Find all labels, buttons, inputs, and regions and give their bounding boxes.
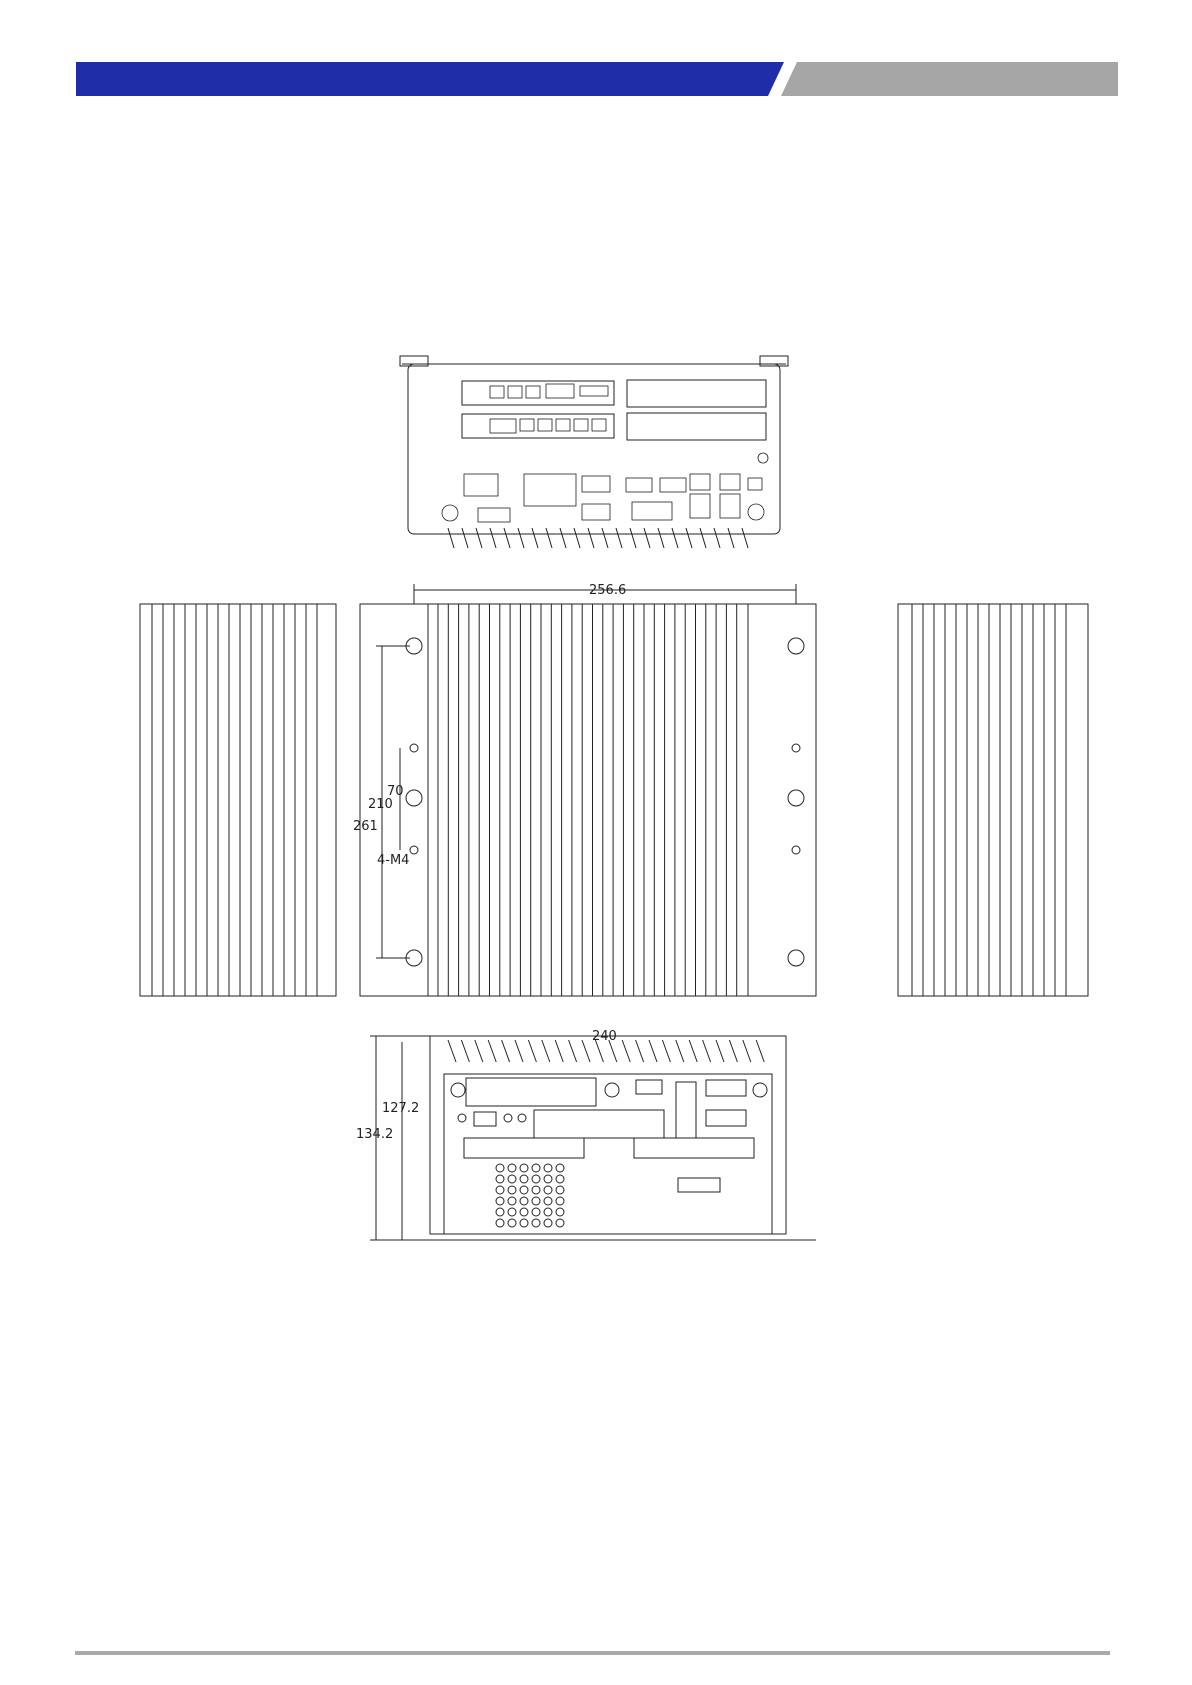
heatsink-fin xyxy=(588,528,594,548)
top-view xyxy=(360,584,816,996)
heatsink-fin xyxy=(475,1040,483,1062)
front-card-slot-1 xyxy=(466,1078,596,1106)
expansion-card-1 xyxy=(462,381,614,405)
heatsink-fin xyxy=(476,528,482,548)
vent-hole xyxy=(508,1175,516,1183)
heatsink-fin xyxy=(700,528,706,548)
mounting-holes xyxy=(406,638,804,966)
front-panel xyxy=(444,1074,772,1234)
usb-port-1 xyxy=(690,474,710,490)
vent-hole xyxy=(556,1197,564,1205)
heatsink-fin xyxy=(546,528,552,548)
vent-hole xyxy=(556,1186,564,1194)
side-body-right xyxy=(898,604,1088,996)
ignition-terminal xyxy=(678,1178,720,1192)
vent-hole xyxy=(544,1175,552,1183)
vent-hole xyxy=(556,1164,564,1172)
hdd-tray-right xyxy=(634,1138,754,1158)
lan-port-1 xyxy=(690,494,710,518)
heatsink-fin xyxy=(686,528,692,548)
heatsink-fin xyxy=(622,1040,630,1062)
heatsink-fin xyxy=(662,1040,670,1062)
db9-connector xyxy=(636,1080,662,1094)
vent-hole xyxy=(532,1175,540,1183)
heatsink-fin xyxy=(672,528,678,548)
heatsink-fin xyxy=(448,1040,456,1062)
dim-height-inner: 127.2 xyxy=(382,1101,420,1116)
vent-hole xyxy=(544,1208,552,1216)
com-port-front-1 xyxy=(706,1080,746,1096)
vent-hole xyxy=(508,1197,516,1205)
heatsink-fin xyxy=(504,528,510,548)
heatsink-fin xyxy=(676,1040,684,1062)
heatsink-fin xyxy=(658,528,664,548)
com-port-2 xyxy=(582,504,610,520)
rear-io-view xyxy=(400,356,788,548)
displayport-2 xyxy=(660,478,686,492)
dim-height-outer: 134.2 xyxy=(356,1127,394,1142)
vent-hole xyxy=(532,1208,540,1216)
vent-hole xyxy=(520,1175,528,1183)
heatsink-fin xyxy=(528,1040,536,1062)
vent-hole xyxy=(508,1208,516,1216)
vent-hole xyxy=(556,1219,564,1227)
heatsink-fin xyxy=(555,1040,563,1062)
right-side-view xyxy=(898,604,1088,996)
vent-hole xyxy=(496,1164,504,1172)
heatsink-fin xyxy=(703,1040,711,1062)
hdd-tray-left xyxy=(464,1138,584,1158)
heatsink-fin xyxy=(574,528,580,548)
vent-hole xyxy=(496,1175,504,1183)
antenna-hole-left xyxy=(442,505,458,521)
vent-hole xyxy=(496,1219,504,1227)
dim-width-bottom: 240 xyxy=(592,1029,617,1044)
heatsink-fin xyxy=(518,528,524,548)
heatsink-fin xyxy=(756,1040,764,1062)
vent-hole xyxy=(532,1164,540,1172)
heatsink-fin xyxy=(502,1040,510,1062)
usb-stack xyxy=(676,1082,696,1138)
heatsink-fin xyxy=(532,528,538,548)
heatsink-fin xyxy=(542,1040,550,1062)
vent-hole xyxy=(544,1197,552,1205)
antenna-hole-right xyxy=(748,504,764,520)
heatsink-fin xyxy=(602,528,608,548)
com-port-front-2 xyxy=(706,1110,746,1126)
heatsink-fin xyxy=(728,528,734,548)
heatsink-fin xyxy=(569,1040,577,1062)
heatsink-fin xyxy=(729,1040,737,1062)
heatsink-fin xyxy=(649,1040,657,1062)
vent-hole xyxy=(496,1186,504,1194)
heatsink-fin xyxy=(742,528,748,548)
vent-hole xyxy=(544,1219,552,1227)
vent-hole xyxy=(508,1219,516,1227)
heatsink-fin xyxy=(560,528,566,548)
heatsink-fin xyxy=(488,1040,496,1062)
heatsink-fin xyxy=(515,1040,523,1062)
footer-rule xyxy=(75,1651,1110,1655)
vent-hole xyxy=(556,1175,564,1183)
heatsink-fin xyxy=(714,528,720,548)
vent-hole xyxy=(496,1208,504,1216)
dvi-port xyxy=(632,502,672,520)
vent-hole xyxy=(520,1197,528,1205)
heatsink-fin xyxy=(644,528,650,548)
vent-hole xyxy=(496,1197,504,1205)
heatsink-fin xyxy=(716,1040,724,1062)
vent-hole xyxy=(508,1186,516,1194)
vent-hole xyxy=(544,1164,552,1172)
usb-port-2 xyxy=(720,474,740,490)
heatsink-fin xyxy=(582,1040,590,1062)
vent-hole xyxy=(544,1186,552,1194)
hdmi-port xyxy=(474,1112,496,1126)
power-terminal xyxy=(464,474,498,496)
heatsink-fin xyxy=(616,528,622,548)
vent-hole xyxy=(520,1164,528,1172)
dim-height-total: 261 xyxy=(353,819,378,834)
heatsink-fin xyxy=(448,528,454,548)
heatsink-fin xyxy=(630,528,636,548)
front-view xyxy=(370,1036,816,1240)
dim-hole-offset: 70 xyxy=(387,784,404,799)
vent-hole xyxy=(520,1208,528,1216)
ground-screw xyxy=(758,453,768,463)
dim-hole-label: 4-M4 xyxy=(377,853,410,868)
left-side-view xyxy=(140,604,336,996)
power-button xyxy=(748,478,762,490)
vent-hole xyxy=(532,1219,540,1227)
front-card-slot-2 xyxy=(534,1110,664,1138)
vent-hole xyxy=(508,1164,516,1172)
blank-slot-1 xyxy=(627,380,766,407)
vent-hole xyxy=(520,1219,528,1227)
heatsink-fin xyxy=(462,528,468,548)
com-port-1 xyxy=(582,476,610,492)
vent-hole xyxy=(556,1208,564,1216)
displayport-1 xyxy=(626,478,652,492)
side-body-left xyxy=(140,604,336,996)
lan-port-2 xyxy=(720,494,740,518)
vga-knockout xyxy=(478,508,510,522)
vent-hole xyxy=(532,1197,540,1205)
heatsink-fin xyxy=(490,528,496,548)
heatsink-fin xyxy=(461,1040,469,1062)
heatsink-fin xyxy=(689,1040,697,1062)
vent-hole xyxy=(520,1186,528,1194)
dim-width-top: 256.6 xyxy=(589,583,627,598)
dio-terminal xyxy=(524,474,576,506)
heatsink-fin xyxy=(636,1040,644,1062)
dim-hole-spacing: 210 xyxy=(368,797,393,812)
blank-slot-2 xyxy=(627,413,766,440)
heatsink-fin xyxy=(743,1040,751,1062)
vent-hole xyxy=(532,1186,540,1194)
